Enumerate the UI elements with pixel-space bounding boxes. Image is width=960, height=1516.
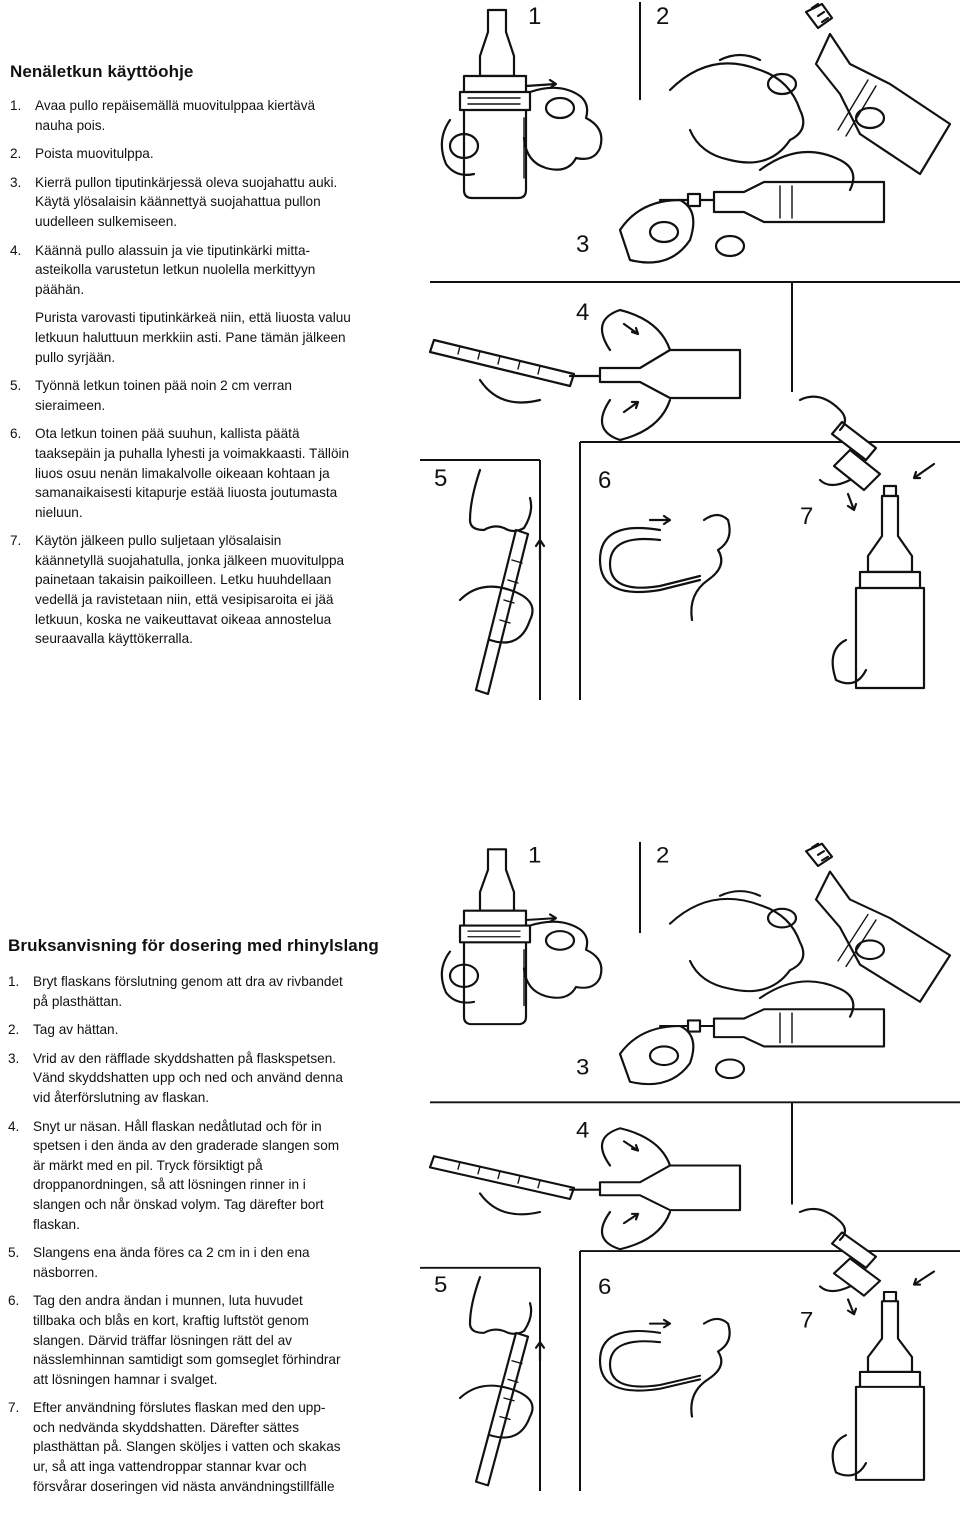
instruction-step <box>8 972 428 1011</box>
step-text-line: försvårar doseringen vid nästa användningstillfälle <box>33 1478 335 1494</box>
step-text-line: ur, så att inga vattendroppar stannar kvar och <box>33 1459 307 1475</box>
instruction-step <box>10 96 430 135</box>
tube-loop <box>600 528 700 592</box>
step-text-line: nauha pois. <box>35 117 106 133</box>
step-text-line: slangen och når önskad volym. Tag därefter bort <box>33 1196 324 1212</box>
instruction-step <box>8 1117 428 1235</box>
graduated-tube <box>430 1156 574 1199</box>
bottle-body-shape <box>600 350 740 398</box>
swedish-steps <box>8 972 428 1505</box>
figure-label-5: 5 <box>434 1271 448 1297</box>
instruction-step <box>10 376 430 415</box>
instruction-step <box>10 241 430 300</box>
arrow-shape <box>848 1299 856 1314</box>
step-number: 5. <box>8 1245 20 1261</box>
protective-cap <box>688 1020 700 1031</box>
figure-label-4: 4 <box>576 299 590 326</box>
step-number: 7. <box>8 1400 20 1416</box>
figure-label-2: 2 <box>656 3 670 30</box>
graduated-tube <box>476 1333 528 1486</box>
step-text-line: droppanordningen, så att lösningen rinner in i <box>33 1177 306 1193</box>
step-text-line: käännetyllä suojahatulla, jonka jälkeen muovitulppa <box>35 552 345 568</box>
figure-label-1: 1 <box>528 842 542 868</box>
figure-label-6: 6 <box>598 467 612 494</box>
step-number: 1. <box>8 974 20 989</box>
graduated-tube <box>430 340 574 386</box>
step-number: 7. <box>10 533 22 549</box>
tube-loop <box>600 1331 700 1391</box>
figure-label-3: 3 <box>576 1054 590 1080</box>
step-text-line: letkuun, koska ne vaikeuttavat oikeaa annostelua <box>35 611 332 627</box>
step-text-line: nässlemhinnan samtidigt som gomseglet förhindrar <box>33 1352 341 1368</box>
arrow-shape <box>650 516 670 524</box>
swedish-illustration <box>420 840 960 1516</box>
protective-cap <box>884 1292 896 1301</box>
step-text-line: Bryt flaskans förslutning genom att dra av rivbandet <box>33 974 343 989</box>
finnish-title: Nenäletkun käyttöohje <box>10 62 194 81</box>
step-text-line: painetaan takaisin paikoilleen. Letku huuhdellaan <box>35 572 332 588</box>
face-profile <box>691 1319 729 1417</box>
arrow-shape <box>536 540 544 560</box>
fingernail-shape <box>716 1059 744 1078</box>
finnish-illustration <box>420 0 960 720</box>
step-text-line: näsborren. <box>33 1264 98 1280</box>
figure-label-2: 2 <box>656 842 670 868</box>
step-text-line: plasthättan på. Slangen sköljes i vatten och skakas <box>33 1439 341 1455</box>
instruction-step <box>10 531 430 649</box>
protective-cap <box>884 486 896 496</box>
bottle-body-shape <box>600 1166 740 1211</box>
step-text-line: är märkt med en pil. Tryck försiktigt på <box>33 1157 263 1173</box>
figure-label-1: 1 <box>528 3 542 30</box>
finnish-figures <box>420 0 960 720</box>
graduated-tube <box>476 530 528 694</box>
instruction-step <box>8 1398 428 1496</box>
step-text-line: slangen. Därvid träffar lösningen rätt del av <box>33 1332 292 1348</box>
arrow-shape <box>914 464 934 478</box>
figure-label-3: 3 <box>576 231 590 258</box>
instruction-step <box>10 173 430 232</box>
bottle-cap-shape <box>480 849 514 910</box>
face-profile <box>691 515 729 620</box>
bottle-body-shape <box>460 76 530 198</box>
step-text-line: Ota letkun toinen pää suuhun, kallista päätä <box>35 426 300 442</box>
step-text-line: letkuun haluttuun merkkiin asti. Pane tämän jälkeen <box>35 329 346 345</box>
step-text-line: Vrid av den räfflade skyddshatten på flaskspetsen. <box>33 1050 337 1066</box>
nose-outline <box>470 470 531 531</box>
figure-label-7: 7 <box>800 503 814 530</box>
step-number: 5. <box>10 378 22 394</box>
bottle-body-shape <box>816 872 950 1002</box>
step-text-line: päähän. <box>35 281 85 297</box>
step-text-line: flaskan. <box>33 1216 80 1232</box>
arrow-shape <box>536 1342 544 1361</box>
bottle-body-shape <box>714 1009 884 1046</box>
figure-label-5: 5 <box>434 465 448 492</box>
bottle-body-shape <box>816 34 950 174</box>
step-text-line: Tag av hättan. <box>33 1022 119 1038</box>
bottle-neck-shape <box>868 1301 912 1372</box>
instruction-step <box>8 1243 428 1282</box>
fingernail-shape <box>768 909 796 928</box>
step-text-line: spetsen i den ända av den graderade slangen som <box>33 1138 340 1154</box>
swedish-section <box>0 840 960 1516</box>
step-text-line: Työnnä letkun toinen pää noin 2 cm verran <box>35 378 292 394</box>
step-text-line: Käytä ylösalaisin käännettyä suojahattua pullon <box>35 194 321 210</box>
step-text-line: Snyt ur näsan. Håll flaskan nedåtlutad och för in <box>33 1118 322 1134</box>
arrow-shape <box>624 1214 638 1223</box>
step-text-line: Käännä pullo alassuin ja vie tiputinkärki mitta- <box>35 242 311 258</box>
instruction-step <box>8 1049 428 1108</box>
bottle-neck-shape <box>868 496 912 572</box>
step-text-line: och nedvända skyddshatten. Därefter sättes <box>33 1419 299 1435</box>
step-number: 1. <box>10 98 22 113</box>
step-text-line: vedellä ja ravistetaan niin, että vesipisaroita ei jää <box>35 592 334 608</box>
arrow-shape <box>624 324 638 334</box>
illustration-group <box>420 2 960 700</box>
step-text-line: asteikolla varustetun letkun nuolella merkittyyn <box>35 262 316 278</box>
step-text-line: nieluun. <box>35 504 83 520</box>
step-text-line: Tag den andra ändan i munnen, luta huvudet <box>33 1293 303 1309</box>
arrow-shape <box>914 1272 934 1285</box>
step-text-line: liuos osuu nenän limakalvolle oikeaan kohtaan ja <box>35 465 330 481</box>
illustration-group <box>420 842 960 1491</box>
step-text-line: Kierrä pullon tiputinkärjessä oleva suojahattu auki. <box>35 174 338 190</box>
finnish-steps <box>10 96 430 658</box>
instruction-step <box>8 1020 428 1040</box>
step-text-line: tillbaka och blås en kort, kraftig luftstöt genom <box>33 1312 309 1328</box>
step-number: 6. <box>10 426 22 442</box>
figure-label-6: 6 <box>598 1273 612 1299</box>
bottle-body-shape <box>460 911 530 1024</box>
hand-outline <box>670 891 803 991</box>
figure-label-7: 7 <box>800 1307 814 1333</box>
instruction-step <box>8 1291 428 1389</box>
protective-cap <box>688 194 700 206</box>
bottle-body-shape <box>714 182 884 222</box>
bottle-cap-shape <box>480 10 514 76</box>
swedish-figures <box>420 840 960 1516</box>
fingernail-shape <box>546 98 574 118</box>
step-text-line: Efter användning förslutes flaskan med den upp- <box>33 1400 326 1416</box>
arrow-shape <box>624 402 638 412</box>
figure-label-4: 4 <box>576 1117 590 1143</box>
step-text-line: pullo syrjään. <box>35 349 116 365</box>
step-text-line: taaksepäin ja puhalla lyhesti ja voimakkaasti. Tällöin <box>35 445 350 461</box>
step-number: 4. <box>8 1118 20 1134</box>
step-text-line: seuraavalla käyttökerralla. <box>35 631 193 647</box>
step-text-line: Vänd skyddshatten upp och ned och använd denna <box>33 1070 343 1086</box>
step-text-line: på plasthättan. <box>33 993 123 1009</box>
instruction-step <box>10 144 430 164</box>
step-number: 3. <box>8 1050 20 1066</box>
step-text-line: att lösningen hamnar i svalget. <box>33 1371 218 1387</box>
fingernail-shape <box>768 74 796 94</box>
step-text-line: Slangens ena ända föres ca 2 cm in i den ena <box>33 1245 310 1261</box>
step-number: 6. <box>8 1293 20 1309</box>
finnish-section <box>0 0 960 720</box>
fingernail-shape <box>650 1046 678 1065</box>
arrow-shape <box>624 1141 638 1150</box>
step-text-line: sieraimeen. <box>35 397 106 413</box>
fingernail-shape <box>716 236 744 256</box>
step-number: 2. <box>10 146 22 162</box>
step-text-line: vid återförslutning av flaskan. <box>33 1089 210 1105</box>
step-number: 4. <box>10 242 22 258</box>
step-text-line: uudelleen sulkemiseen. <box>35 213 178 229</box>
swedish-title: Bruksanvisning för dosering med rhinylslang <box>8 936 379 955</box>
nose-outline <box>470 1277 531 1334</box>
instruction-step <box>10 308 430 367</box>
step-text-line: Poista muovitulppa. <box>35 146 154 162</box>
step-number: 2. <box>8 1022 20 1038</box>
hand-outline <box>670 55 803 163</box>
arrow-shape <box>650 1320 670 1327</box>
fingernail-shape <box>650 222 678 242</box>
step-text-line: samanaikaisesti kitapurje estää liuosta joutumasta <box>35 485 338 501</box>
step-text-line: Käytön jälkeen pullo suljetaan ylösalaisin <box>35 533 282 549</box>
fingernail-shape <box>546 931 574 950</box>
step-text-line: Purista varovasti tiputinkärkeä niin, että liuosta valuu <box>35 310 351 326</box>
step-text-line: Avaa pullo repäisemällä muovitulppaa kiertävä <box>35 98 316 113</box>
arrow-shape <box>848 494 856 510</box>
instruction-step <box>10 424 430 522</box>
step-number: 3. <box>10 174 22 190</box>
